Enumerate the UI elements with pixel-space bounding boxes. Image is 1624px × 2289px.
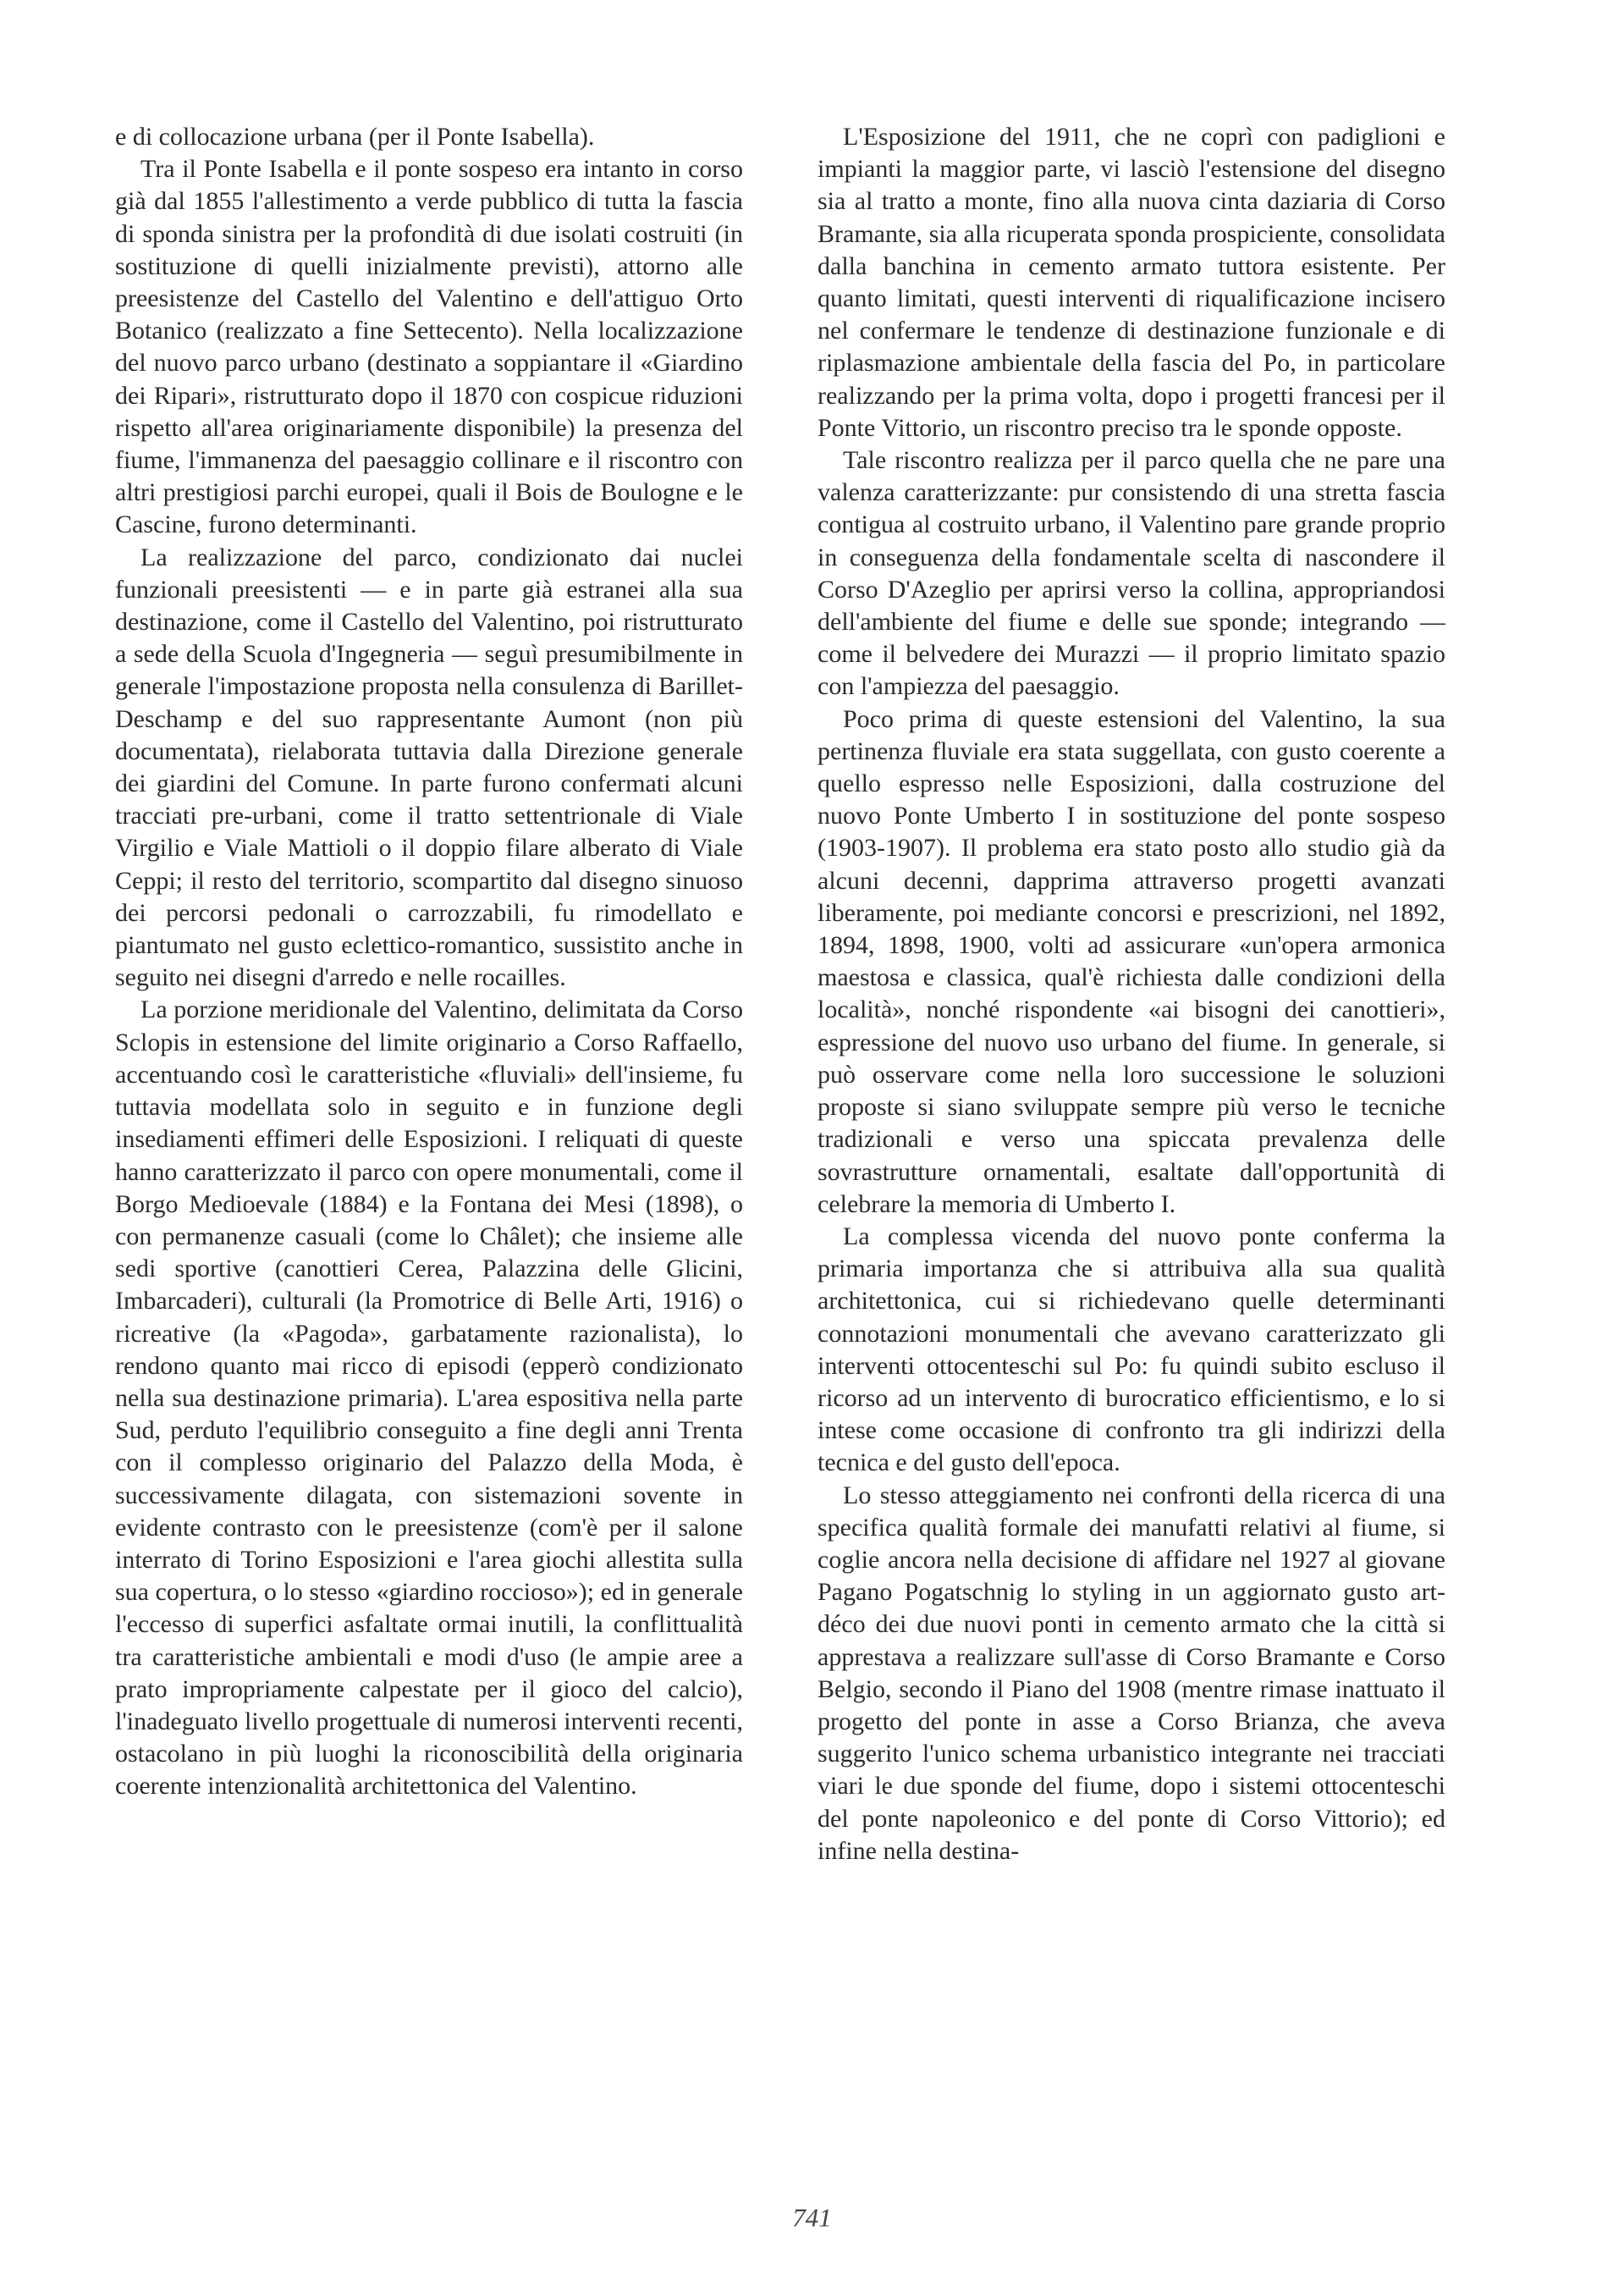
paragraph: La realizzazione del parco, condizionato dai nuclei funzionali preesistenti — e in parte già estranei alla sua destinazione, come il Castello del Valentino, poi ristrutturato a sede della Scuola d'Ingegneria — seguì presumibilmente in generale l'impostazione proposta nella consulenza di Barillet-Deschamp e del suo rappresentante Aumont (non più documentata), rielaborata tuttavia dalla Direzione generale dei giardini del Comune. In parte furono confermati alcuni tracciati pre-urbani, come il tratto settentrionale di Viale Virgilio e Viale Mattioli o il doppio filare alberato di Viale Ceppi; il resto del territorio, scompartito dal disegno sinuoso dei percorsi pedonali o carrozzabili, fu rimodellato e piantumato nel gusto eclettico-romantico, sussistito anche in seguito nei disegni d'arredo e nelle rocailles.: [115, 543, 743, 992]
paragraph-continuation: e di collocazione urbana (per il Ponte Isabella).: [115, 123, 595, 151]
paragraph: La complessa vicenda del nuovo ponte conferma la primaria importanza che si attribuiva alla sua qualità architettonica, cui si richiedevano quelle determinanti connotazioni monumentali che avevano caratterizzato gli interventi ottocenteschi sul Po: fu quindi subito escluso il ricorso ad un intervento di burocratico efficientismo, e lo si intese come occasione di confronto tra gli indirizzi della tecnica e del gusto dell'epoca.: [818, 1222, 1445, 1477]
paragraph: Poco prima di queste estensioni del Valentino, la sua pertinenza fluviale era stata suggellata, con gusto coerente a quello espresso nelle Esposizioni, dalla costruzione del nuovo Ponte Umberto I in sostituzione del ponte sospeso (1903-1907). Il problema era stato posto allo studio già da alcuni decenni, dapprima attraverso progetti avanzati liberamente, poi mediante concorsi e prescrizioni, nel 1892, 1894, 1898, 1900, volti ad assicurare «un'opera armonica maestosa e classica, qual'è richiesta dalle condizioni della località», nonché rispondente «ai bisogni dei canottieri», espressione del nuovo uso urbano del fiume. In generale, si può osservare come nella loro successione le soluzioni proposte si siano sviluppate sempre più verso le tecniche tradizionali e verso una spiccata prevalenza delle sovrastrutture ornamentali, esaltate dall'opportunità di celebrare la memoria di Umberto I.: [818, 704, 1445, 1218]
paragraph: Tale riscontro realizza per il parco quella che ne pare una valenza caratterizzante: pur consistendo di una stretta fascia contigua al costruito urbano, il Valentino pare grande proprio in conseguenza della fondamentale scelta di nascondere il Corso D'Azeglio per aprirsi verso la collina, appropriandosi dell'ambiente del fiume e delle sue sponde; integrando — come il belvedere dei Murazzi — il proprio limitato spazio con l'ampiezza del paesaggio.: [818, 446, 1445, 701]
paragraph: Lo stesso atteggiamento nei confronti della ricerca di una specifica qualità formale dei manufatti relativi al fiume, si coglie ancora nella decisione di affidare nel 1927 al giovane Pagano Pogatschnig lo styling in un aggiornato gusto art-déco dei due nuovi ponti in cemento armato che la città si apprestava a realizzare sull'asse di Corso Bramante e Corso Belgio, secondo il Piano del 1908 (mentre rimase inattuato il progetto del ponte in asse a Corso Brianza, che aveva suggerito l'unico schema urbanistico integrante nei tracciati viari le due sponde del fiume, dopo i sistemi ottocenteschi del ponte napoleonico e del ponte di Corso Vittorio); ed infine nella destina-: [818, 1481, 1445, 1865]
paragraph: La porzione meridionale del Valentino, delimitata da Corso Sclopis in estensione del limite originario a Corso Raffaello, accentuando così le caratteristiche «fluviali» dell'insieme, fu tuttavia modellata solo in seguito e in funzione degli insediamenti effimeri delle Esposizioni. I reliquati di queste hanno caratterizzato il parco con opere monumentali, come il Borgo Medioevale (1884) e la Fontana dei Mesi (1898), o con permanenze casuali (come lo Châlet); che insieme alle sedi sportive (canottieri Cerea, Palazzina delle Glicini, Imbarcaderi), culturali (la Promotrice di Belle Arti, 1916) o ricreative (la «Pagoda», garbatamente razionalista), lo rendono quanto mai ricco di episodi (epperò condizionato nella sua destinazione primaria). L'area espositiva nella parte Sud, perduto l'equilibrio conseguito a fine degli anni Trenta con il complesso originario del Palazzo della Moda, è successivamente dilagata, con sistemazioni sovente in evidente contrasto con le preesistenze (com'è per il salone interrato di Torino Esposizioni e l'area giochi allestita sulla sua copertura, o lo stesso «giardino roccioso»); ed in generale l'eccesso di superfici asfaltate ormai inutili, la conflittualità tra caratteristiche ambientali e modi d'uso (le ampie aree a prato impropriamente calpestate per il gioco del calcio), l'inadeguato livello progettuale di numerosi interventi recenti, ostacolano in più luoghi la riconoscibilità della originaria coerente intenzionalità architettonica del Valentino.: [115, 996, 743, 1801]
paragraph: L'Esposizione del 1911, che ne coprì con padiglioni e impianti la maggior parte, vi lasciò l'estensione del disegno sia al tratto a monte, fino alla nuova cinta daziaria di Corso Bramante, sia alla ricuperata sponda prospiciente, consolidata dalla banchina in cemento armato tuttora esistente. Per quanto limitati, questi interventi di riqualificazione incisero nel confermare le tendenze di destinazione funzionale e di riplasmazione ambientale della fascia del Po, in particolare realizzando per la prima volta, dopo i progetti francesi per il Ponte Vittorio, un riscontro preciso tra le sponde opposte.: [818, 123, 1445, 442]
left-text-column: [115, 121, 743, 1803]
paragraph: Tra il Ponte Isabella e il ponte sospeso era intanto in corso già dal 1855 l'allestimento a verde pubblico di tutta la fascia di sponda sinistra per la profondità di due isolati costruiti (in sostituzione di quelli inizialmente previsti), attorno alle preesistenze del Castello del Valentino e dell'attiguo Orto Botanico (realizzato a fine Settecento). Nella localizzazione del nuovo parco urbano (destinato a soppiantare il «Giardino dei Ripari», ristrutturato dopo il 1870 con cospicue riduzioni rispetto all'area originariamente disponibile) la presenza del fiume, l'immanenza del paesaggio collinare e il riscontro con altri prestigiosi parchi europei, quali il Bois de Boulogne e le Cascine, furono determinanti.: [115, 155, 743, 539]
page-number: 741: [792, 2203, 832, 2232]
right-text-column: [818, 121, 1445, 1867]
